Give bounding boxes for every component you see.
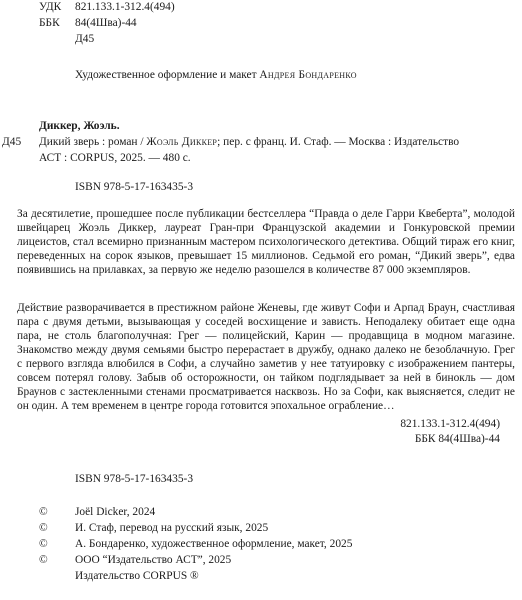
isbn-bottom: ISBN 978-5-17-163435-3	[75, 473, 194, 485]
annotation-paragraph-1: За десятилетие, прошедшее после публикации бестселлера “Правда о деле Гарри Квеберта”, молодой швейцарец Жоэль Диккер, лауреат Гран-при Французской академии и Гонкуровской премии лицеистов, стал всемирно признанным мастером психологического детектива. Общий тираж его книг, переведенных на сорок языков, превышает 15 миллионов. Седьмой его роман, “Дикий зверь”, едва появившись на прилавках, за первую же неделю разошелся в количестве 87 000 экземпляров.	[17, 208, 515, 276]
author-sign-margin: Д45	[2, 136, 22, 148]
copyright-symbol: ©	[39, 506, 48, 518]
copyright-text: И. Стаф, перевод на русский язык, 2025	[75, 522, 269, 534]
author-heading: Диккер, Жоэль.	[39, 120, 120, 132]
art-credit-prefix: Художественное оформление и макет	[75, 69, 260, 81]
isbn-top: ISBN 978-5-17-163435-3	[75, 181, 194, 193]
copyright-text: А. Бондаренко, художественное оформление, макет, 2025	[75, 538, 353, 550]
art-credit	[75, 68, 357, 82]
copyright-symbol: ©	[39, 522, 48, 534]
udk-value: 821.133.1-312.4(494)	[75, 1, 175, 13]
copyright-text: ООО “Издательство АСТ”, 2025	[75, 554, 232, 566]
bib-line-2: АСТ : CORPUS, 2025. — 480 с.	[39, 152, 191, 164]
annotation-paragraph-2: Действие разворачивается в престижном районе Женевы, где живут Софи и Арпад Браун, счастливая пара с двумя детьми, вызывающая у соседей восхищение и зависть. Неподалеку обитает еще одна пара, не столь благополучная: Грег — полицейский, Карин — продавщица в модном магазине. Знакомство между двумя семьями быстро перерастает в дружбу, однако далеко не безоблачную. Грег с первого взгляда влюбился в Софи, а случайно заметив у нее татуировку с изображением пантеры, совсем потерял голову. Забыв об осторожности, он тайком подглядывает за ней в бинокль — дом Браунов с застекленными стенами просматривается насквозь. Но за Софи, как выясняется, следит не он один. А тем временем в центре города готовится эпохальное ограбление…	[17, 302, 515, 412]
bbk-label: ББК	[39, 17, 60, 29]
bib-translation: ; пер. с франц. И. Стаф. — Москва : Издательство	[217, 136, 460, 148]
index-udk: 821.133.1-312.4(494)	[400, 418, 500, 430]
copyright-symbol: ©	[39, 554, 48, 566]
index-bbk: ББК 84(4Шва)-44	[414, 433, 500, 445]
bbk-value: 84(4Шва)-44	[75, 17, 137, 29]
author-sign: Д45	[75, 33, 95, 45]
art-credit-name: Андрея Бондаренко	[259, 69, 357, 81]
copyright-symbol: ©	[39, 538, 48, 550]
udk-label: УДК	[39, 1, 62, 13]
copyright-text: Издательство CORPUS ®	[75, 570, 199, 582]
bib-title: Дикий зверь : роман /	[39, 136, 147, 148]
copyright-text: Joël Dicker, 2024	[75, 506, 156, 518]
bib-author: Жоэль Диккер	[146, 136, 218, 148]
bib-line-1	[39, 135, 459, 149]
